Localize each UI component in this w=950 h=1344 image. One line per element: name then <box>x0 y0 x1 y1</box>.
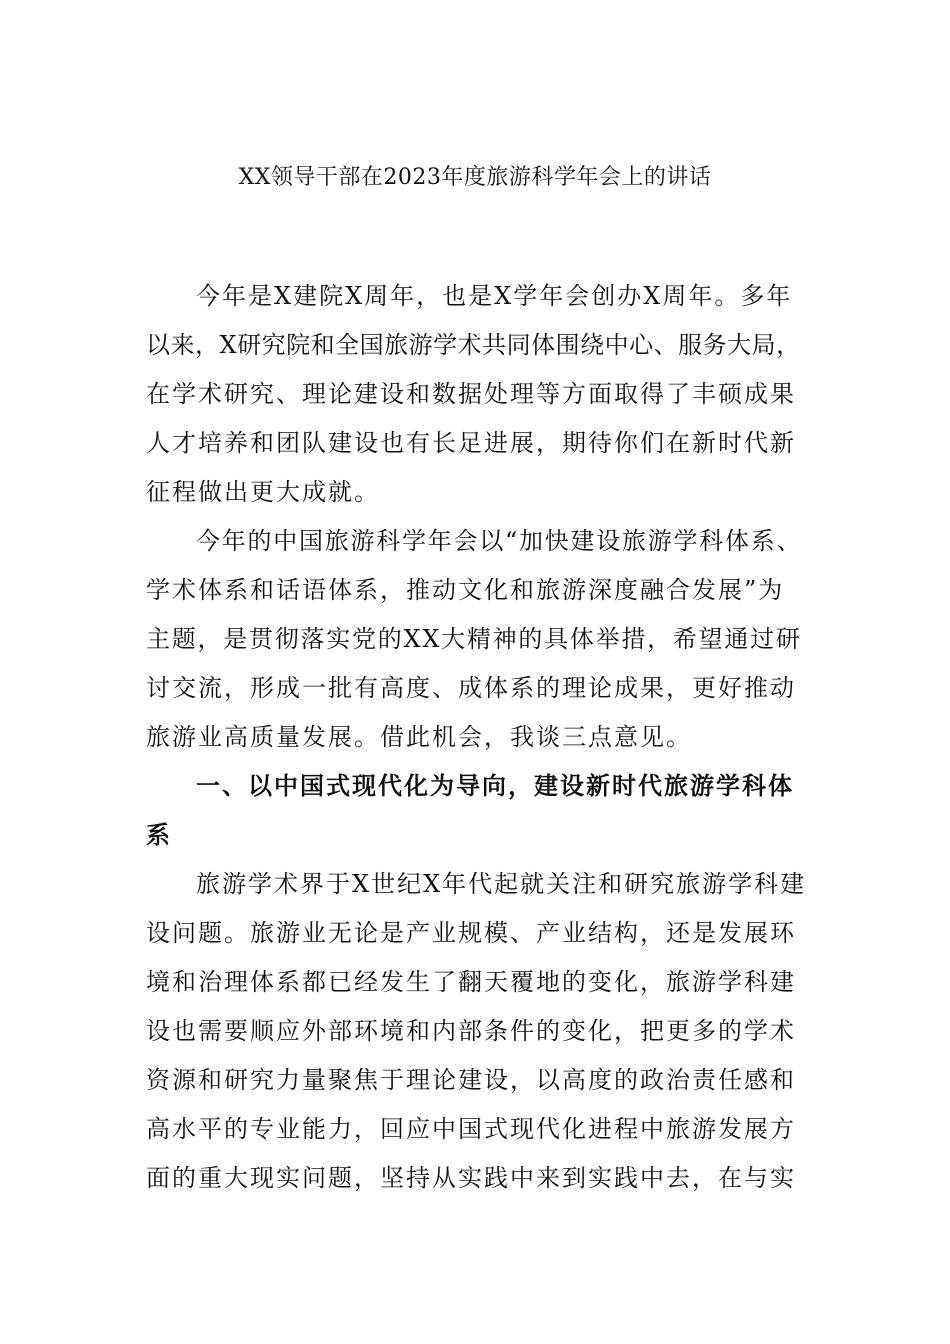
document-body <box>146 272 806 1203</box>
paragraph-3 <box>146 860 806 1203</box>
text-line: 学术体系和话语体系，推动文化和旅游深度融合发展”为 <box>146 576 785 604</box>
paragraph-2 <box>146 517 806 762</box>
text-line: 旅游业高质量发展。借此机会，我谈三点意见。 <box>146 723 692 751</box>
text-line: 面的重大现实问题，坚持从实践中来到实践中去，在与实 <box>146 1164 796 1192</box>
text-line: 设也需要顺应外部环境和内部条件的变化，把更多的学术 <box>146 1017 796 1045</box>
document-title: XX领导干部在2023年度旅游科学年会上的讲话 <box>238 165 712 190</box>
paragraph-1 <box>146 272 806 517</box>
text-line: 旅游学术界于X世纪X年代起就关注和研究旅游学科建 <box>196 870 807 898</box>
text-line: 高水平的专业能力，回应中国式现代化进程中旅游发展方 <box>146 1115 796 1143</box>
text-line: 以来，X研究院和全国旅游学术共同体围绕中心、服务大局， <box>146 331 801 359</box>
text-line: 讨交流，形成一批有高度、成体系的理论成果，更好推动 <box>146 674 796 702</box>
text-line: 今年是X建院X周年，也是X学年会创办X周年。多年 <box>196 282 793 310</box>
text-line: 主题，是贯彻落实党的XX大精神的具体举措，希望通过研 <box>146 625 802 653</box>
heading-line: 系 <box>146 821 172 849</box>
heading-line: 一、以中国式现代化为导向，建设新时代旅游学科体 <box>196 772 794 800</box>
text-line: 今年的中国旅游科学年会以“加快建设旅游学科体系、 <box>196 527 803 555</box>
text-line: 征程做出更大成就。 <box>146 478 380 506</box>
text-line: 人才培养和团队建设也有长足进展，期待你们在新时代新 <box>146 429 796 457</box>
text-line: 境和治理体系都已经发生了翻天覆地的变化，旅游学科建 <box>146 968 796 996</box>
section-heading-1 <box>146 762 806 860</box>
text-line: 在学术研究、理论建设和数据处理等方面取得了丰硕成果 <box>146 380 796 408</box>
text-line: 资源和研究力量聚焦于理论建设，以高度的政治责任感和 <box>146 1066 796 1094</box>
text-line: 设问题。旅游业无论是产业规模、产业结构，还是发展环 <box>146 919 796 947</box>
